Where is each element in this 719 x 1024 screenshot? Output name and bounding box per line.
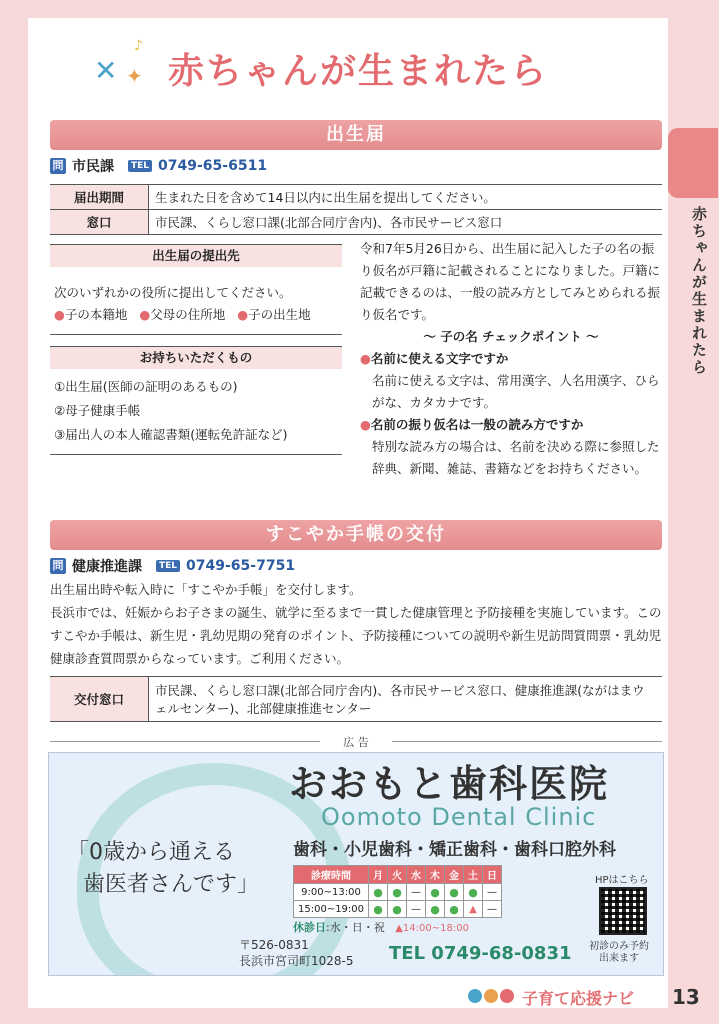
qr-code-icon[interactable]	[599, 887, 647, 935]
table-cell: ●	[464, 884, 483, 901]
row-value: 市民課、くらし窓口課(北部合同庁舎内)、各市民サービス窓口	[149, 210, 663, 235]
divider	[50, 334, 342, 335]
reservation-note	[589, 941, 649, 965]
table-cell: ●	[388, 884, 407, 901]
table-header: 水	[407, 866, 426, 884]
checkpoint-title: 〜 子の名 チェックポイント 〜	[423, 329, 599, 344]
address-line: 長浜市宮司町1028-5	[239, 954, 354, 968]
notice-intro: 令和7年5月26日から、出生届に記入した子の名の振り仮名が戸籍に記載されることになりました。戸籍に記載できるのは、一般の読み方としてみとめられる振り仮名です。	[360, 241, 661, 322]
clinic-departments: 歯科・小児歯科・矯正歯科・歯科口腔外科	[293, 840, 616, 860]
furigana-notice: 令和7年5月26日から、出生届に記入した子の名の振り仮名が戸籍に記載されることになりました。戸籍に記載できるのは、一般の読み方としてみとめられる振り仮名です。 〜 子の名 チェックポイント 〜 ●名前に使える文字ですか 名前に使える文字は、常用漢字、人名用漢字、ひらがな、カタカナです。 ●名前の振り仮名は一般の読み方ですか 特別な読み方の場合は、名前を決める際に参照した辞典、新聞、雑誌、書籍などをお持ちください。	[360, 238, 662, 480]
butterfly-icon: ✕ ✦ ♪	[94, 38, 143, 88]
clinic-tel[interactable]: TEL 0749-68-0831	[389, 943, 572, 964]
handbook-text-1: 出生届出時や転入時に「すこやか手帳」を交付します。	[50, 582, 362, 597]
clinic-address	[239, 937, 354, 969]
destination-text: 次のいずれかの役所に提出してください。	[54, 285, 292, 300]
closed-days	[293, 919, 469, 935]
table-cell: ●	[426, 884, 445, 901]
list-item: 子の本籍地	[64, 307, 128, 322]
question-icon: 問	[50, 158, 66, 174]
page-number: 13	[672, 985, 700, 1009]
table-row	[294, 866, 502, 884]
closed-note: ▲14:00~18:00	[395, 923, 469, 934]
reserve-line: 初診のみ予約	[589, 941, 649, 952]
title-area	[90, 36, 548, 100]
table-cell: ●	[426, 901, 445, 918]
table-cell: 9:00~13:00	[294, 884, 369, 901]
table-header: 木	[426, 866, 445, 884]
checkpoint-answer: 名前に使える文字は、常用漢字、人名用漢字、ひらがな、カタカナです。	[372, 373, 660, 410]
box-header-destination: 出生届の提出先	[50, 244, 342, 267]
table-cell: ●	[445, 884, 464, 901]
section-header-handbook: すこやか手帳の交付	[50, 520, 662, 550]
handbook-text-2: 長浜市では、妊娠からお子さまの誕生、就学に至るまで一貫した健康管理と予防接種を実施しています。このすこやか手帳は、新生児・乳幼児期の発育のポイント、予防接種についての説明や新生児訪問質問票・乳幼児健康診査質問票からなっています。ご利用ください。	[50, 605, 662, 666]
list-item: 子の出生地	[248, 307, 311, 322]
table-cell: ●	[369, 884, 388, 901]
page-title: 赤ちゃんが生まれたら	[168, 50, 549, 92]
table-cell: ●	[369, 901, 388, 918]
table-cell: ●	[445, 901, 464, 918]
list-item: ②母子健康手帳	[54, 403, 141, 418]
table-row	[50, 210, 662, 235]
side-label: 赤ちゃんが生まれたら	[690, 206, 708, 376]
table-header: 月	[369, 866, 388, 884]
hours-table	[293, 865, 502, 918]
list-item: 父母の住所地	[150, 307, 226, 322]
table-header: 金	[445, 866, 464, 884]
clinic-name: おおもと歯科医院	[289, 762, 610, 806]
table-header: 土	[464, 866, 483, 884]
row-value: 生まれた日を含めて14日以内に出生届を提出してください。	[149, 185, 663, 210]
checkpoint-question: 名前に使える文字ですか	[370, 351, 509, 366]
table-cell: ▲	[464, 901, 483, 918]
row-label: 窓口	[50, 210, 149, 235]
table-row	[294, 884, 502, 901]
slogan-line: 「0歳から通える	[67, 840, 235, 865]
divider	[50, 454, 342, 455]
table-cell: —	[407, 901, 426, 918]
footer	[468, 986, 634, 1009]
row-label: 届出期間	[50, 185, 149, 210]
footer-title: 子育て応援ナビ	[522, 989, 635, 1008]
dept-name: 市民課	[72, 159, 114, 175]
question-icon: 問	[50, 558, 66, 574]
tel-icon: TEL	[156, 560, 180, 572]
checkpoint-question: 名前の振り仮名は一般の読み方ですか	[370, 417, 584, 432]
advertisement[interactable]	[48, 752, 664, 976]
list-item: ③届出人の本人確認書類(運転免許証など)	[54, 427, 288, 442]
table-cell: —	[483, 884, 502, 901]
table-cell: —	[483, 901, 502, 918]
clinic-name-en: Oomoto Dental Clinic	[321, 803, 597, 831]
table-header: 火	[388, 866, 407, 884]
reserve-line: 出来ます	[599, 953, 639, 964]
side-tab	[668, 128, 718, 198]
tel-number: 0749-65-7751	[186, 558, 296, 574]
logo-dots-icon	[468, 988, 516, 1007]
table-header: 診療時間	[294, 866, 369, 884]
table-cell: ●	[388, 901, 407, 918]
table-row	[50, 677, 662, 722]
box-header-items: お持ちいただくもの	[50, 346, 342, 369]
birth-info-table	[50, 184, 662, 235]
tel-icon: TEL	[128, 160, 152, 172]
slogan-line: 歯医者さんです」	[83, 872, 260, 897]
table-row	[50, 185, 662, 210]
destination-list: ●子の本籍地 ●父母の住所地 ●子の出生地	[54, 307, 311, 322]
contact-handbook	[50, 556, 295, 576]
handbook-table	[50, 676, 662, 722]
table-row	[294, 901, 502, 918]
table-header: 日	[483, 866, 502, 884]
list-item: ①出生届(医師の証明のあるもの)	[54, 379, 238, 394]
contact-birth	[50, 156, 267, 176]
ad-label: 広 告	[343, 736, 369, 749]
table-cell: 15:00~19:00	[294, 901, 369, 918]
checkpoint-answer: 特別な読み方の場合は、名前を決める際に参照した辞典、新聞、雑誌、書籍などをお持ちください。	[372, 439, 660, 476]
tel-number: 0749-65-6511	[158, 158, 268, 174]
table-cell: —	[407, 884, 426, 901]
hp-label: HPはこちら	[595, 875, 649, 886]
closed-label: 休診日	[293, 921, 326, 934]
row-value: 市民課、くらし窓口課(北部合同庁舎内)、各市民サービス窓口、健康推進課(ながはまウェルセンター)、北部健康推進センター	[149, 677, 663, 722]
dept-name: 健康推進課	[72, 559, 142, 575]
section-header-birth: 出生届	[50, 120, 662, 150]
row-label: 交付窓口	[50, 677, 149, 722]
closed-value: :水・日・祝	[326, 921, 385, 934]
ad-slogan	[67, 837, 259, 901]
postal-code: 〒526-0831	[239, 938, 309, 952]
